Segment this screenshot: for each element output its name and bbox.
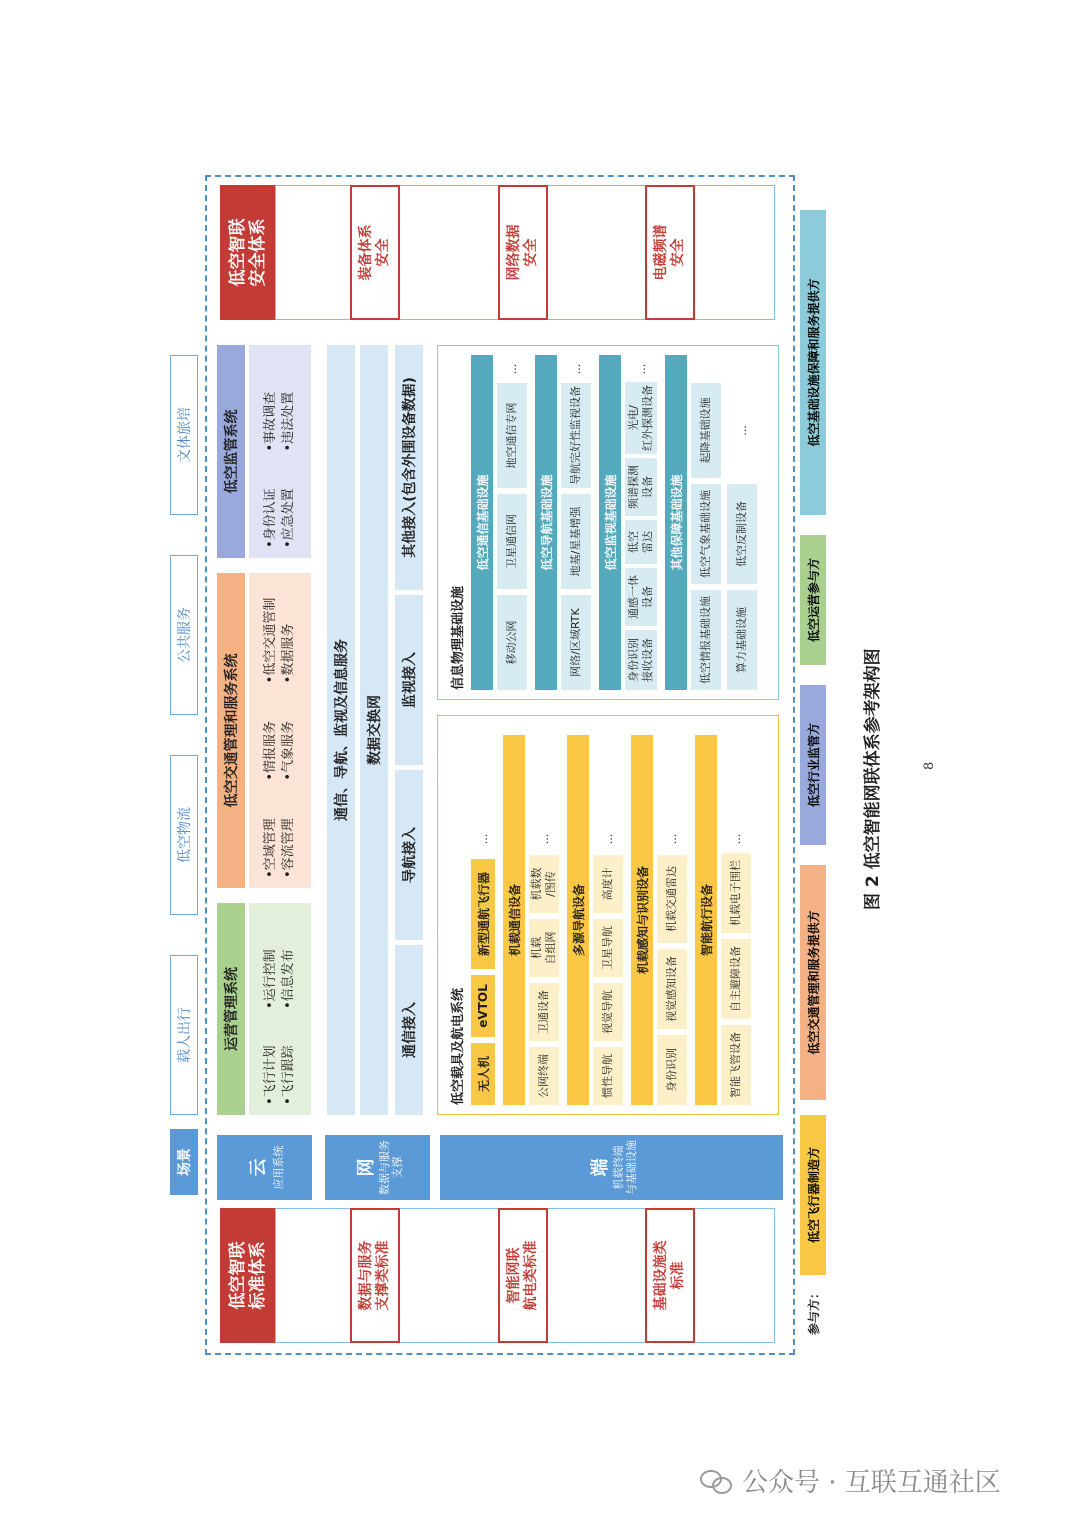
rotated-annotations [160, 175, 860, 1355]
system-traffic-item: •空域管理 [263, 818, 278, 878]
infra-comm-item: 地空通信专网 [497, 383, 527, 488]
system-supervision-item: •违法处置 [281, 391, 296, 452]
system-traffic-title: 低空交通管理和服务系统 [217, 573, 245, 888]
security-title: 低空智联 安全体系 [220, 185, 275, 320]
participant-3: 低空行业监管方 [800, 685, 826, 845]
participant-4: 低空运营参与方 [800, 535, 826, 665]
aircraft-comm-item: 公网终端 [529, 1047, 559, 1105]
participants-label: 参与方： [807, 1286, 821, 1335]
standards-title: 低空智联 标准体系 [220, 1208, 275, 1343]
system-traffic-item: •低空交通管制 [263, 597, 278, 684]
participant-5: 低空基础设施保障和服务提供方 [800, 210, 826, 515]
network-access-4: 其他接入(包含外围设备数据) [395, 345, 423, 590]
scene-item-3: 公共服务 [170, 555, 198, 715]
watermark-text: 公众号 · 互联互通社区 [742, 1468, 1001, 1498]
infra-group-nav: 低空导航基础设施 [535, 355, 557, 690]
network-bar-exchange: 数据交换网 [360, 345, 388, 1115]
security-item-1: 装备体系 安全 [350, 185, 400, 320]
figure-caption: 图 2 低空智能网联体系参考架构图 [863, 648, 883, 910]
layer-net-title: 网 [355, 1158, 377, 1177]
standards-item-1: 数据与服务 支撑类标准 [350, 1208, 400, 1343]
system-traffic-item: •气象服务 [281, 720, 296, 781]
infra-surv-item: 低空 雷达 [625, 520, 657, 564]
infra-other-item: 低空情报基础设施 [691, 590, 721, 690]
infra-nav-item: 导航完好性监视设备 [561, 383, 591, 488]
aircraft-nav-item: 高度计 [593, 855, 623, 913]
aircraft-type-1: 无人机 [471, 1043, 495, 1105]
infra-other-item: 起降基础设施 [691, 383, 721, 478]
system-supervision-item: •应急处置 [281, 488, 296, 548]
aircraft-flight-item: 智能飞管设备 [721, 1025, 751, 1105]
infra-comm-item: 移动公网 [497, 595, 527, 690]
security-item-2: 网络数据 安全 [498, 185, 548, 320]
standards-item-3: 基础设施类 标准 [645, 1208, 695, 1343]
infra-nav-item: 网络/区域RTK [561, 595, 591, 690]
system-ops-item: •飞行跟踪 [281, 1045, 296, 1105]
aircraft-nav-more: ... [601, 833, 615, 845]
system-ops-item: •运行控制 [263, 949, 278, 1009]
infra-surv-item: 频谱探测 设备 [625, 458, 657, 516]
system-ops-title: 运营管理系统 [217, 903, 245, 1115]
aircraft-type-more: ... [476, 833, 490, 845]
page-number: 8 [922, 761, 937, 770]
aircraft-flight-more: ... [729, 833, 743, 845]
aircraft-title: 低空载具及航电系统 [451, 987, 466, 1105]
aircraft-sense-item: 身份识别 [657, 1035, 687, 1105]
scene-item-2: 低空物流 [170, 755, 198, 915]
aircraft-group-sense: 机载感知与识别设备 [631, 735, 653, 1105]
aircraft-flight-item: 机载电子围栏 [721, 853, 751, 933]
aircraft-comm-more: ... [537, 833, 551, 845]
system-supervision-title: 低空监管系统 [217, 345, 245, 558]
aircraft-group-flight: 智能航行设备 [695, 735, 717, 1105]
infra-group-surveillance: 低空监视基础设施 [599, 355, 621, 690]
system-ops-item: •飞行计划 [263, 1045, 278, 1105]
layer-net-sub: 数据与服务 支撑 [377, 1140, 404, 1195]
infra-surv-more: ... [634, 363, 648, 375]
infra-other-item: 低空气象基础设施 [691, 484, 721, 584]
watermark [700, 1462, 1001, 1499]
aircraft-nav-item: 惯性导航 [593, 1047, 623, 1105]
layer-cloud-sub: 应用系统 [271, 1145, 285, 1190]
aircraft-comm-item: 卫通设备 [529, 983, 559, 1041]
security-item-3: 电磁频谱 安全 [645, 185, 695, 320]
wechat-icon [700, 1468, 734, 1494]
aircraft-group-nav: 多源导航设备 [567, 735, 589, 1105]
aircraft-sense-item: 机载交通雷达 [657, 855, 687, 943]
participant-1: 低空飞行器制造方 [800, 1115, 826, 1275]
scene-item-4: 文体旅培 [170, 355, 198, 515]
network-bar-services: 通信、导航、监视及信息服务 [327, 345, 355, 1115]
infra-surv-item: 身份识别 接收设备 [625, 630, 657, 690]
infra-surv-item: 通感一体 设备 [625, 568, 657, 626]
aircraft-sense-item: 视觉感知设备 [657, 949, 687, 1029]
network-access-3: 监视接入 [395, 595, 423, 765]
aircraft-flight-item: 自主避障设备 [721, 939, 751, 1019]
system-supervision-item: •事故调查 [263, 391, 278, 452]
aircraft-comm-item: 机载 自组网 [529, 919, 559, 977]
infra-group-other: 其他保障基础设施 [665, 355, 687, 690]
layer-cloud-title: 云 [247, 1158, 269, 1177]
layer-end-title: 端 [589, 1158, 611, 1177]
scene-label-box: 场景 [170, 1129, 198, 1195]
network-access-1: 通信接入 [395, 945, 423, 1115]
infra-other-item: 低空反制设备 [727, 484, 757, 584]
infra-nav-item: 地基/星基增强 [561, 494, 591, 589]
infra-other-item: 算力基础设施 [727, 590, 757, 690]
infra-surv-item: 光电/ 红外探测设备 [625, 382, 657, 454]
system-ops-item: •信息发布 [281, 949, 296, 1009]
standards-item-2: 智能网联 航电类标准 [498, 1208, 548, 1343]
aircraft-nav-item: 卫星导航 [593, 919, 623, 977]
layer-end-sub: 机载终端 与基础设施 [611, 1140, 638, 1195]
system-traffic-item: •数据服务 [281, 623, 296, 684]
infra-nav-more: ... [569, 363, 583, 375]
system-traffic-item: •情报服务 [263, 720, 278, 781]
network-access-2: 导航接入 [395, 770, 423, 940]
infrastructure-title: 信息物理基础设施 [451, 585, 466, 690]
aircraft-nav-item: 视觉导航 [593, 983, 623, 1041]
system-supervision-item: •身份认证 [263, 488, 278, 548]
infra-comm-more: ... [505, 363, 519, 375]
aircraft-group-comm: 机载通信设备 [503, 735, 525, 1105]
infra-other-more: ... [735, 425, 749, 436]
aircraft-type-3: 新型通航飞行器 [471, 859, 495, 969]
aircraft-sense-more: ... [665, 833, 679, 845]
aircraft-type-2: eVTOL [471, 975, 495, 1037]
infra-group-comm: 低空通信基础设施 [471, 355, 493, 690]
scene-item-1: 载人出行 [170, 955, 198, 1115]
infra-comm-item: 卫星通信网 [497, 494, 527, 589]
participant-2: 低空交通管理和服务提供方 [800, 865, 826, 1100]
system-traffic-item: •容流管理 [281, 818, 296, 878]
aircraft-comm-item: 机载数 /图传 [529, 855, 559, 913]
